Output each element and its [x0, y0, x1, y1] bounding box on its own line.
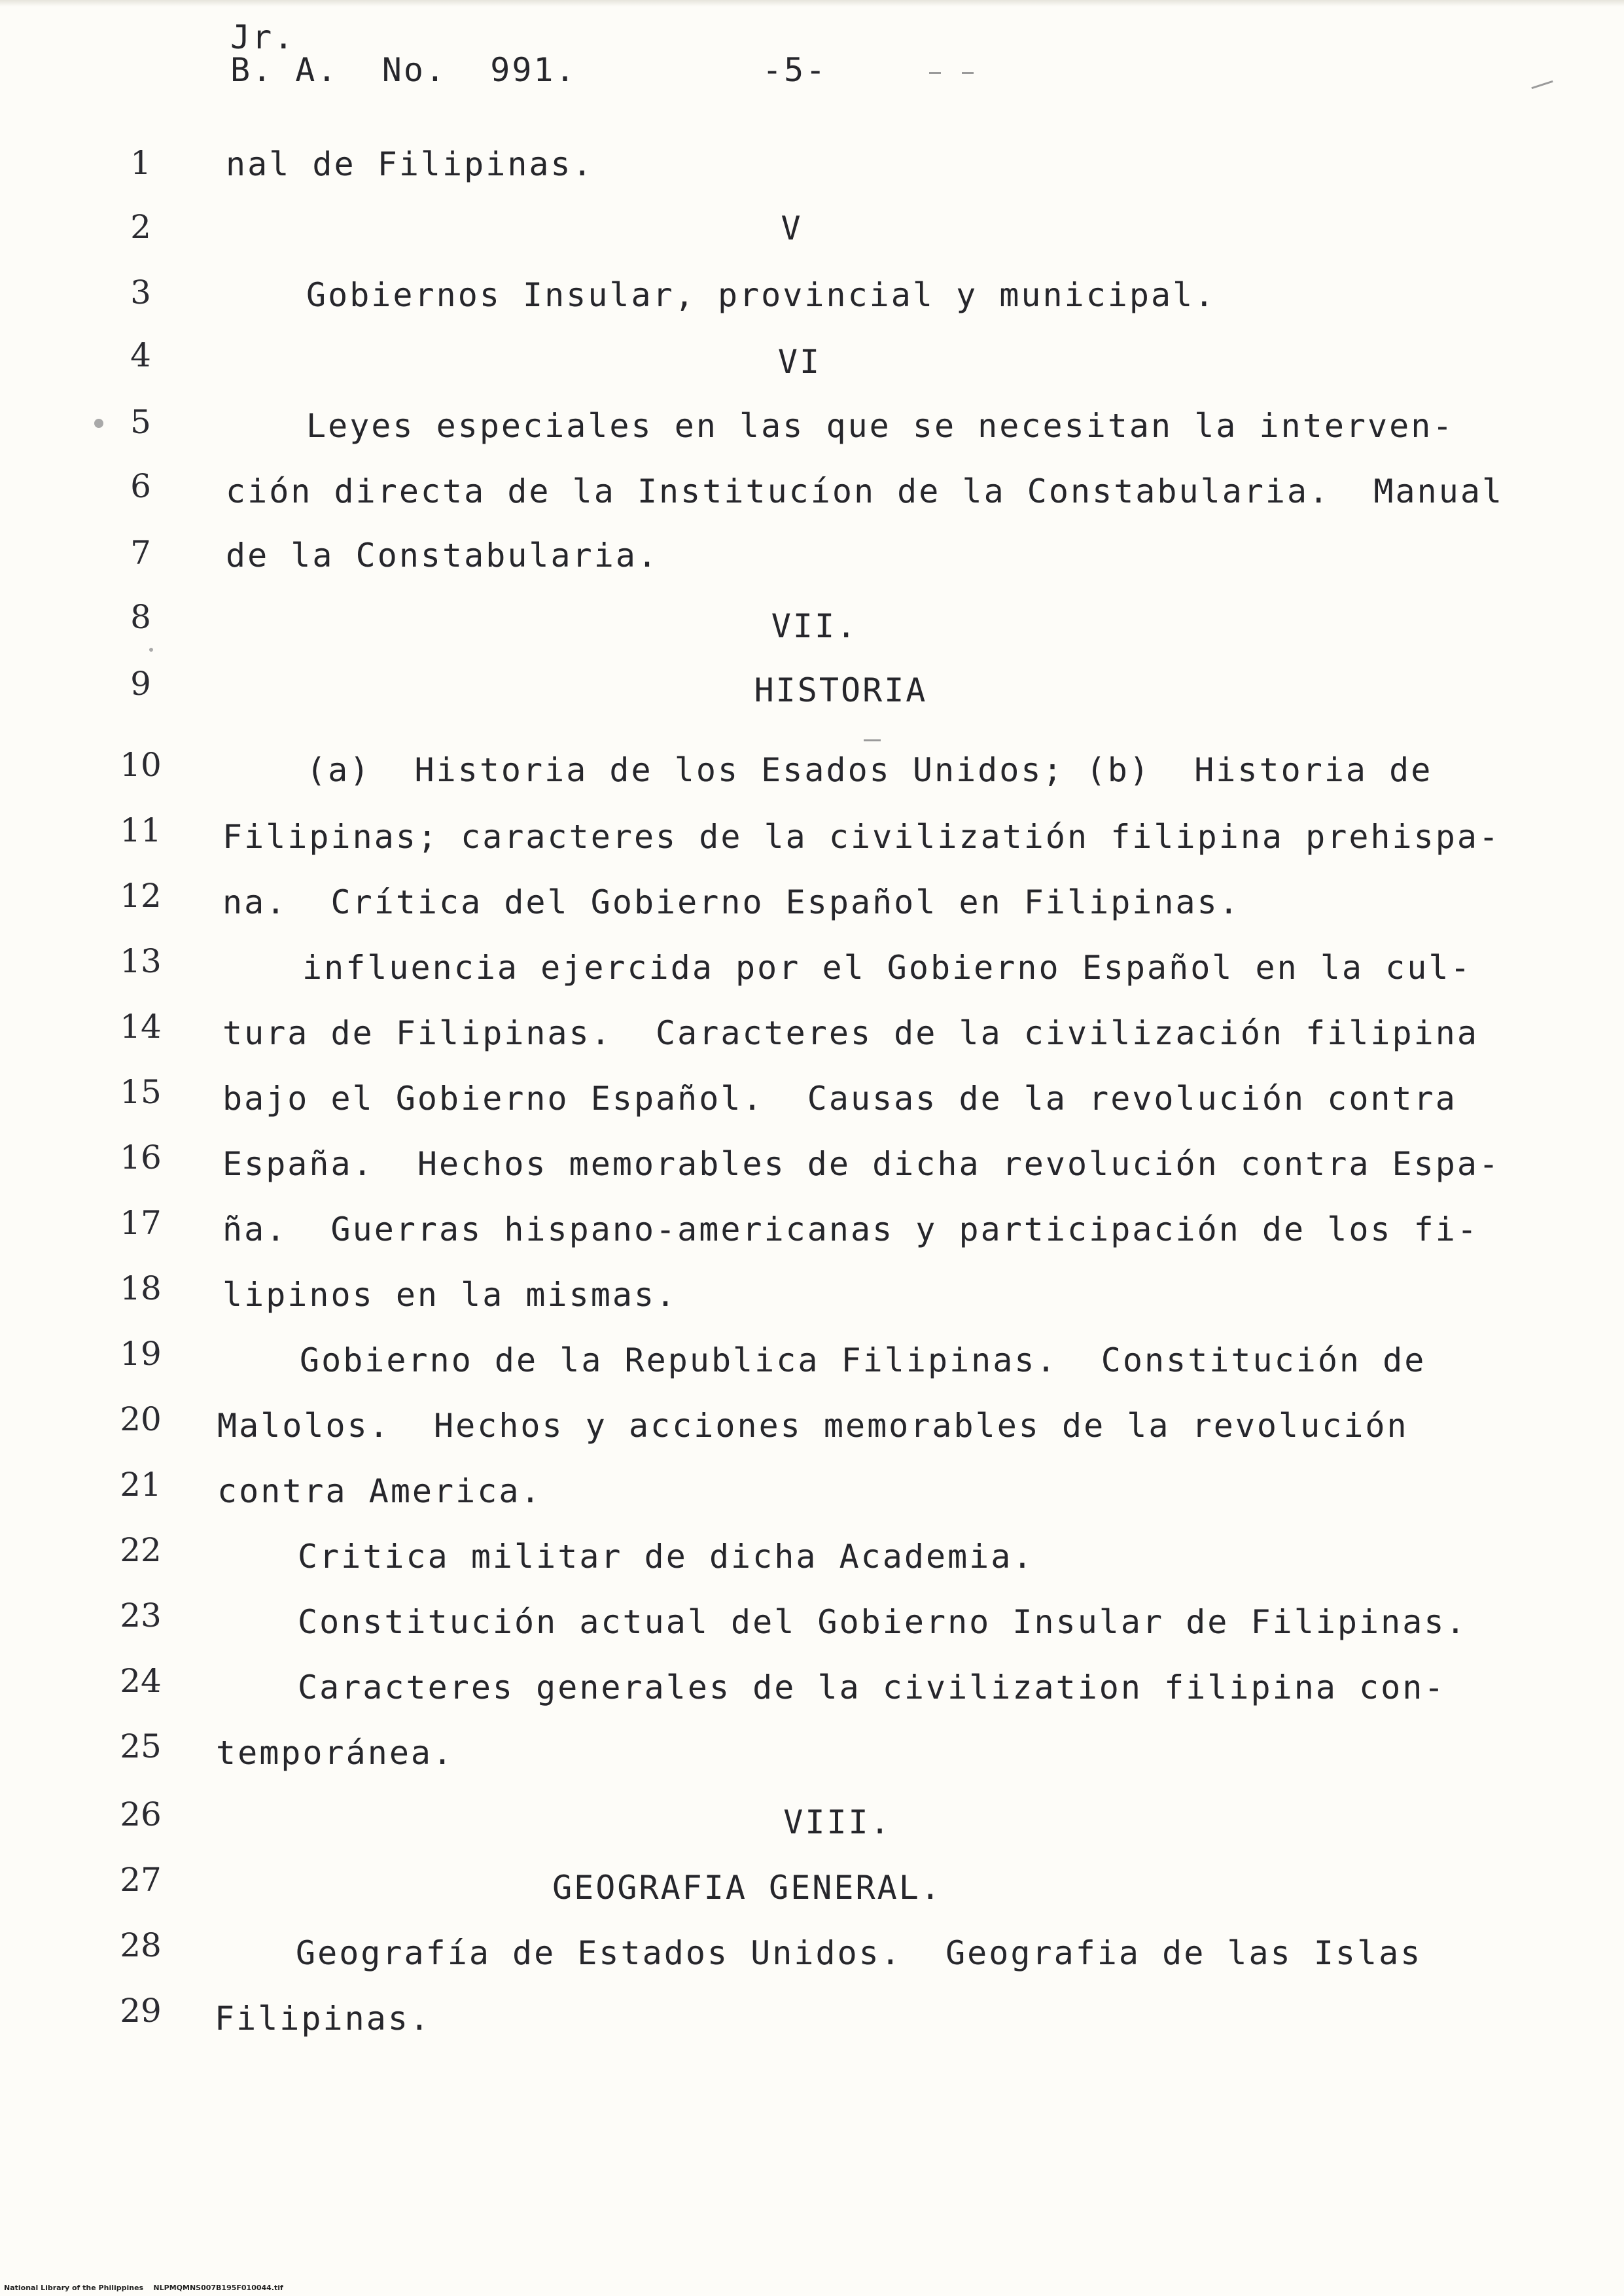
section-title: GEOGRAFIA GENERAL. [552, 1869, 942, 1907]
line-number: 15 [120, 1073, 162, 1111]
line-number: 8 [130, 598, 151, 636]
line-number: 11 [120, 811, 162, 849]
text-line: na. Crítica del Gobierno Español en Filipinas. [222, 883, 1241, 921]
text-line: temporánea. [216, 1734, 455, 1772]
header-bill-reference: B. A. No. 991. [230, 51, 577, 89]
text-line: Malolos. Hechos y acciones memorables de la revolución [217, 1407, 1409, 1445]
text-line: tura de Filipinas. Caracteres de la civilización filipina [222, 1014, 1479, 1052]
header-mark [929, 72, 941, 74]
line-number: 5 [130, 403, 151, 441]
line-number: 12 [120, 877, 162, 915]
text-line: España. Hechos memorables de dicha revolución contra Espa- [222, 1145, 1501, 1183]
line-number: 23 [120, 1597, 162, 1634]
text-line: ción directa de la Institucíon de la Constabularia. Manual [226, 472, 1504, 510]
section-heading: VIII. [783, 1803, 892, 1841]
text-line: de la Constabularia. [226, 537, 660, 574]
line-number: 22 [120, 1531, 162, 1569]
line-number: 17 [120, 1204, 162, 1242]
line-number: 14 [120, 1008, 162, 1046]
header-mark [962, 72, 974, 74]
scan-speck [94, 419, 103, 428]
line-number: 9 [130, 665, 151, 703]
text-line: Filipinas; caracteres de la civilizatión filipina prehispa- [222, 818, 1501, 856]
scan-mark [1531, 80, 1553, 89]
text-line: contra America. [217, 1472, 542, 1510]
line-number: 24 [120, 1662, 162, 1700]
line-number: 16 [120, 1139, 162, 1176]
line-number: 13 [120, 942, 162, 980]
text-line: Leyes especiales en las que se necesitan la interven- [306, 407, 1455, 445]
line-number: 20 [120, 1400, 162, 1438]
scan-mark [864, 739, 881, 741]
line-number: 3 [130, 274, 151, 311]
line-number: 7 [130, 534, 151, 572]
text-line: influencia ejercida por el Gobierno Español en la cul- [302, 949, 1472, 987]
section-title: HISTORIA [754, 671, 928, 709]
section-heading: V [781, 209, 803, 247]
text-line: Constitución actual del Gobierno Insular de Filipinas. [298, 1603, 1468, 1641]
scan-speck [149, 648, 153, 652]
line-number: 28 [120, 1926, 162, 1964]
line-number: 10 [120, 746, 162, 784]
line-number: 27 [120, 1861, 162, 1899]
line-number: 6 [130, 467, 151, 505]
line-number: 26 [120, 1795, 162, 1833]
text-line: Gobiernos Insular, provincial y municipal. [306, 276, 1216, 314]
text-line: bajo el Gobierno Español. Causas de la revolución contra [222, 1080, 1457, 1118]
line-number: 2 [130, 208, 151, 246]
text-line: Geografía de Estados Unidos. Geografia de las Islas [296, 1934, 1422, 1972]
section-heading: VI [777, 343, 822, 381]
text-line: lipinos en la mismas. [222, 1276, 678, 1314]
line-number: 1 [130, 144, 151, 182]
line-number: 21 [120, 1466, 162, 1504]
page-top-edge [0, 0, 1624, 7]
text-line: Critica militar de dicha Academia. [298, 1538, 1034, 1576]
text-line: nal de Filipinas. [226, 145, 594, 183]
section-heading: VII. [771, 607, 858, 645]
header-page-number: -5- [762, 51, 828, 89]
text-line: Gobierno de la Republica Filipinas. Constitución de [300, 1341, 1426, 1379]
scan-footer: National Library of the Philippines NLPMQMNS007B195F010044.tif [4, 2284, 283, 2292]
line-number: 4 [130, 336, 151, 374]
line-number: 18 [120, 1269, 162, 1307]
text-line: ña. Guerras hispano-americanas y participación de los fi- [222, 1210, 1479, 1248]
line-number: 25 [120, 1727, 162, 1765]
line-number: 19 [120, 1335, 162, 1373]
text-line: (a) Historia de los Esados Unidos; (b) Historia de [306, 751, 1433, 789]
text-line: Caracteres generales de la civilization filipina con- [298, 1669, 1446, 1706]
header-suffix: Jr. [230, 18, 296, 56]
line-number: 29 [120, 1992, 162, 2030]
text-line: Filipinas. [215, 2000, 432, 2038]
